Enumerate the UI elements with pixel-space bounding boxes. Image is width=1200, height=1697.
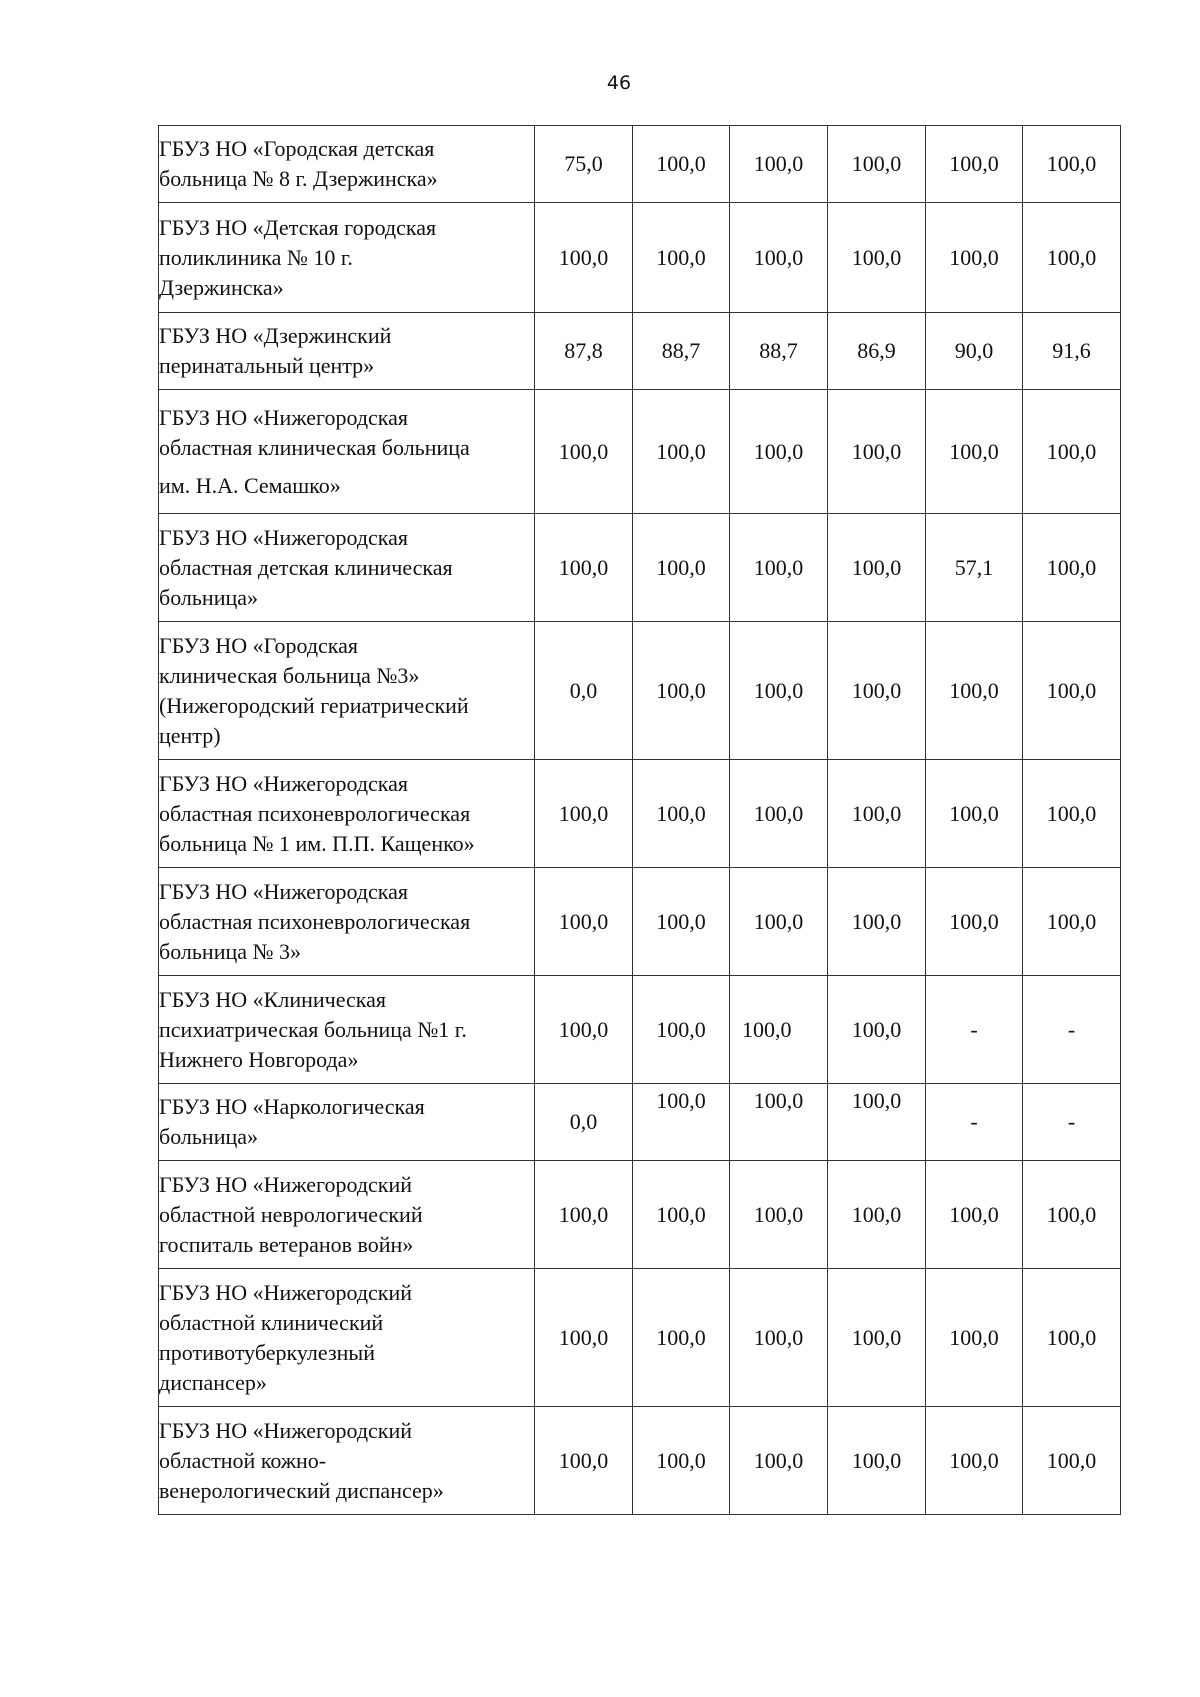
institution-name-line: госпиталь ветеранов войн»: [159, 1231, 414, 1257]
institution-name-line: ГБУЗ НО «Клиническая: [159, 986, 387, 1012]
table-row: [159, 390, 1121, 514]
institution-name-line: противотуберкулезный: [159, 1339, 375, 1365]
value-cell: 90,0: [926, 313, 1023, 390]
institution-name-line: ГБУЗ НО «Городская детская: [159, 136, 435, 161]
institution-name-line: больница № 1 им. П.П. Кащенко»: [159, 830, 475, 856]
value-cell: 86,9: [828, 313, 926, 390]
value-cell: 100,0: [1023, 868, 1121, 976]
value-cell: 100,0: [926, 1269, 1023, 1407]
institution-name-cell: [159, 976, 535, 1084]
institution-name-cell: [159, 622, 535, 760]
institution-name-cell: [159, 760, 535, 868]
institution-name-line: (Нижегородский гериатрический: [159, 692, 469, 718]
value-cell: 100,0: [926, 868, 1023, 976]
value-cell: 100,0: [828, 760, 926, 868]
value-cell: 100,0: [730, 622, 828, 760]
value-cell: 100,0: [926, 390, 1023, 514]
value-cell: 100,0: [730, 868, 828, 976]
institution-name-line: венерологический диспансер»: [159, 1477, 444, 1503]
value-cell: 100,0: [535, 1269, 633, 1407]
value-cell: 100,0: [535, 203, 633, 313]
value-cell: 100,0: [633, 976, 730, 1084]
value-cell: 100,0: [730, 1407, 828, 1515]
value-cell: 100,0: [633, 1161, 730, 1269]
institution-name-line: Дзержинска»: [159, 274, 284, 300]
institution-name-cell: [159, 1084, 535, 1161]
institution-name-cell: [159, 1269, 535, 1407]
table-row: [159, 514, 1121, 622]
value-cell: 100,0: [535, 976, 633, 1084]
value-cell: 100,0: [828, 868, 926, 976]
institution-name-line: центр): [159, 722, 221, 748]
institution-name-line: поликлиника № 10 г.: [159, 244, 353, 270]
value-cell: 100,0: [633, 760, 730, 868]
institution-name-line: ГБУЗ НО «Нижегородская: [159, 878, 409, 904]
value-cell: 100,0: [633, 1269, 730, 1407]
institution-name-line: областная психоневрологическая: [159, 908, 471, 934]
institution-name-cell: [159, 1161, 535, 1269]
institution-name-line: ГБУЗ НО «Городская: [159, 632, 359, 658]
table-row: [159, 1407, 1121, 1515]
institution-name-line: областная клиническая больница: [159, 434, 470, 460]
institution-name-line: больница № 3»: [159, 938, 301, 964]
value-cell: 100,0: [828, 976, 926, 1084]
value-cell: 100,0: [1023, 203, 1121, 313]
value-cell: 88,7: [633, 313, 730, 390]
table-row: [159, 1084, 1121, 1161]
institution-name-line: Нижнего Новгорода»: [159, 1046, 359, 1072]
value-cell: 100,0: [633, 126, 730, 203]
value-cell: 100,0: [1023, 1407, 1121, 1515]
institution-name-cell: [159, 126, 535, 203]
page-number: 46: [606, 72, 632, 94]
value-cell: 100,0: [828, 126, 926, 203]
institution-name-line: ГБУЗ НО «Нижегородская: [159, 404, 409, 430]
value-cell: 87,8: [535, 313, 633, 390]
value-cell: -: [1023, 976, 1121, 1084]
institution-name-cell: [159, 203, 535, 313]
value-cell: 100,0: [535, 1407, 633, 1515]
institution-name-cell: [159, 390, 535, 514]
value-cell: 100,0: [730, 390, 828, 514]
value-cell: -: [926, 1084, 1023, 1161]
institution-name-line: больница № 8 г. Дзержинска»: [159, 166, 438, 191]
value-cell: 100,0: [535, 390, 633, 514]
value-cell: 100,0: [926, 1407, 1023, 1515]
value-cell: 100,0: [730, 203, 828, 313]
value-cell: 100,0: [1023, 126, 1121, 203]
value-cell: 100,0: [535, 760, 633, 868]
value-cell: 88,7: [730, 313, 828, 390]
institution-name-cell: [159, 313, 535, 390]
value-cell: 100,0: [730, 976, 828, 1084]
value-cell: 57,1: [926, 514, 1023, 622]
institution-name-line: больница»: [159, 1124, 258, 1149]
institution-name-line: диспансер»: [159, 1369, 267, 1395]
value-cell: 100,0: [633, 514, 730, 622]
value-cell: 100,0: [633, 203, 730, 313]
institution-name-line: ГБУЗ НО «Дзержинский: [159, 323, 392, 348]
value-cell: 100,0: [730, 126, 828, 203]
value-cell: 100,0: [633, 622, 730, 760]
value-cell: 100,0: [828, 1161, 926, 1269]
value-cell: 100,0: [730, 1084, 828, 1161]
institution-name-line: областной кожно-: [159, 1447, 327, 1473]
value-cell: 100,0: [1023, 1269, 1121, 1407]
institution-name-line: ГБУЗ НО «Детская городская: [159, 214, 437, 240]
table-row: [159, 868, 1121, 976]
value-cell: 100,0: [633, 390, 730, 514]
value-cell: 100,0: [633, 1407, 730, 1515]
value-cell: 100,0: [828, 1084, 926, 1161]
value-cell: 100,0: [926, 1161, 1023, 1269]
value-cell: 100,0: [730, 760, 828, 868]
table-row: [159, 126, 1121, 203]
value-cell: 100,0: [1023, 760, 1121, 868]
value-cell: 100,0: [926, 126, 1023, 203]
institution-name-line: ГБУЗ НО «Нижегородский: [159, 1171, 413, 1197]
institution-name-line: областной неврологический: [159, 1201, 423, 1227]
institution-name-cell: [159, 1407, 535, 1515]
value-cell: 100,0: [730, 514, 828, 622]
table-row: [159, 1161, 1121, 1269]
value-cell: 100,0: [1023, 514, 1121, 622]
table-body: [159, 126, 1121, 1515]
institution-name-line: областная детская клиническая: [159, 554, 453, 580]
table-row: [159, 203, 1121, 313]
institution-name-line: областная психоневрологическая: [159, 800, 471, 826]
value-cell: 100,0: [926, 760, 1023, 868]
table-row: [159, 1269, 1121, 1407]
value-cell: 100,0: [633, 868, 730, 976]
value-cell: 100,0: [535, 1161, 633, 1269]
value-cell: 0,0: [535, 1084, 633, 1161]
value-cell: 100,0: [535, 868, 633, 976]
institution-name-cell: [159, 868, 535, 976]
hospital-indicators-table: [158, 125, 1121, 1515]
value-cell: 100,0: [828, 622, 926, 760]
institution-name-line: ГБУЗ НО «Наркологическая: [159, 1094, 425, 1119]
table-row: [159, 976, 1121, 1084]
value-cell: 100,0: [535, 514, 633, 622]
value-cell: 0,0: [535, 622, 633, 760]
institution-name-line: клиническая больница №3»: [159, 662, 420, 688]
table-row: [159, 313, 1121, 390]
institution-name-line: больница»: [159, 584, 258, 610]
value-cell: 100,0: [926, 203, 1023, 313]
institution-name-line: ГБУЗ НО «Нижегородская: [159, 770, 409, 796]
value-cell: 100,0: [828, 1407, 926, 1515]
institution-name-line: перинатальный центр»: [159, 353, 375, 378]
value-cell: 100,0: [730, 1269, 828, 1407]
table-row: [159, 760, 1121, 868]
institution-name-line: психиатрическая больница №1 г.: [159, 1016, 467, 1042]
value-cell: 100,0: [633, 1084, 730, 1161]
institution-name-cell: [159, 514, 535, 622]
value-cell: 100,0: [828, 1269, 926, 1407]
value-cell: 100,0: [828, 390, 926, 514]
value-cell: 100,0: [828, 514, 926, 622]
value-cell: -: [926, 976, 1023, 1084]
value-cell: 100,0: [1023, 390, 1121, 514]
value-cell: 100,0: [828, 203, 926, 313]
institution-name-line: ГБУЗ НО «Нижегородский: [159, 1279, 413, 1305]
value-cell: 100,0: [1023, 1161, 1121, 1269]
value-cell: 100,0: [926, 622, 1023, 760]
institution-name-line: ГБУЗ НО «Нижегородская: [159, 524, 409, 550]
value-cell: 100,0: [730, 1161, 828, 1269]
institution-name-line: им. Н.А. Семашко»: [159, 472, 341, 498]
value-cell: 100,0: [1023, 622, 1121, 760]
table-row: [159, 622, 1121, 760]
value-cell: 75,0: [535, 126, 633, 203]
institution-name-line: ГБУЗ НО «Нижегородский: [159, 1417, 413, 1443]
institution-name-line: областной клинический: [159, 1309, 384, 1335]
value-cell: -: [1023, 1084, 1121, 1161]
value-cell: 91,6: [1023, 313, 1121, 390]
